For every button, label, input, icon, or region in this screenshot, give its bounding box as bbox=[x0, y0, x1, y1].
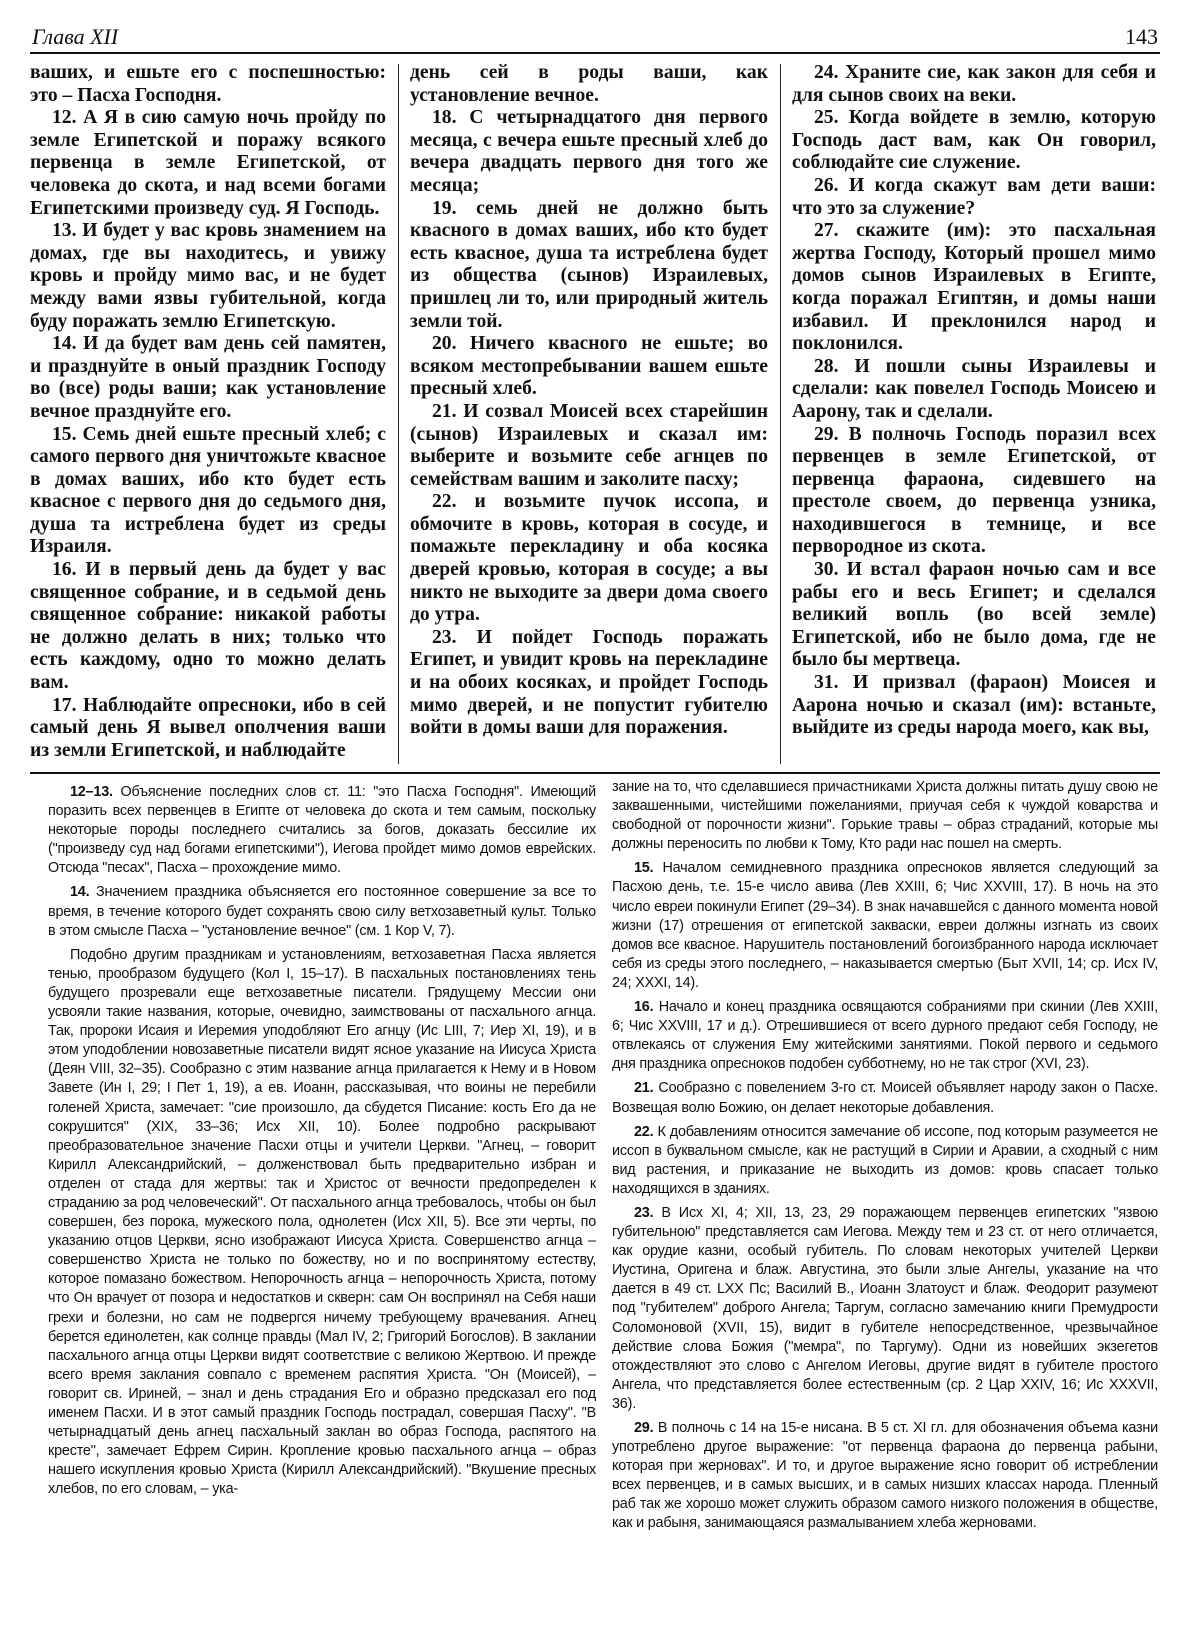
page-header bbox=[30, 24, 1160, 54]
verse: 29. В полночь Господь поразил всех первенцев в земле Египетской, от первенца фараона, сидевшего на престоле своем, до первенца узника, находившегося в темнице, и все первородное из скота. bbox=[792, 423, 1156, 558]
commentary-paragraph bbox=[612, 778, 1158, 854]
verse: 24. Храните сие, как закон для себя и для сынов своих на веки. bbox=[792, 62, 1156, 106]
commentary-text: В Исх XI, 4; XII, 13, 23, 29 поражающем первенцев египетских "язвою губительною" представляется сам Иегова. Между тем и 23 ст. от него отличается, как орудие казни, особый губитель. По словам некоторых учителей Церкви Иустина, Оригена и блаж. Августина, это были злые Ангелы, указание на что дается в 49 ст. LXX Пс; Василий В., Иоанн Златоуст и блаж. Феодорит разумеют под "губителем" доброго Ангела; Таргум, согласно замечанию книги Премудрости Соломоновой (XVII, 15), видит в губителе непосредственное, чрезвычайное действие слова Божия ("мемра", по Таргуму). Одни из новейших экзегетов отождествляют это слово с Ангелом Иеговы, другие видят в губителе простого Ангела, что представляется более естественным (ср. 2 Цар XXIV, 16; Ис XXXVII, 36). bbox=[612, 1204, 1158, 1412]
verse-ref: 12–13. bbox=[70, 784, 113, 800]
verse-ref: 16. bbox=[634, 999, 654, 1016]
commentary-column-1 bbox=[48, 778, 596, 1628]
commentary-text: К добавлениям относится замечание об иссопе, под которым разумеется не иссоп в буквальном смысле, как не растущий в Сирии и Аравии, а сходный с ним вид растения, и приказание не выходить из домов: кровь спасает только находящихся в зданиях. bbox=[612, 1123, 1158, 1197]
scripture-column-1 bbox=[30, 62, 386, 764]
verse: 27. скажите (им): это пасхальная жертва Господу, Который прошел мимо домов сынов Израилевых в Египте, когда поражал Египтян, и домы наши избавил. И преклонился народ и поклонился. bbox=[792, 220, 1156, 355]
commentary-text: Сообразно с повелением 3-го ст. Моисей объявляет народу закон о Пасхе. Возвещая волю Божию, он делает некоторые добавления. bbox=[612, 1080, 1158, 1116]
page-number: 143 bbox=[1125, 24, 1158, 49]
verse: 26. И когда скажут вам дети ваши: что это за служение? bbox=[792, 174, 1156, 219]
verse: 17. Наблюдайте опресноки, ибо в сей самый день Я вывел ополчения ваши из земли Египетской, и наблюдайте bbox=[30, 694, 386, 761]
column-divider bbox=[398, 64, 399, 764]
commentary-paragraph bbox=[612, 1204, 1158, 1414]
verse: 19. семь дней не должно быть квасного в домах ваших, ибо кто будет есть квасное, душа та истреблена будет из общества (сынов) Израилевых, пришлец ли то, или природный житель земли той. bbox=[410, 197, 768, 332]
verse-ref: 15. bbox=[634, 860, 654, 877]
verse: 13. И будет у вас кровь знамением на домах, где вы находитесь, и увижу кровь и пройду мимо вас, и не будет между вами язвы губительной, когда буду поражать землю Египетскую. bbox=[30, 220, 386, 332]
commentary-paragraph bbox=[48, 883, 596, 940]
commentary-text: Объяснение последних слов ст. 11: "это Пасха Господня". Имеющий поразить всех первенцев в Египте от человека до скота и тем самым, поскольку некоторые породы последнего считались за богов, доказать бессилие их ("произведу суд над богами египетскими"), Иегова пройдет мимо домов еврейских. Отсюда "песах", Пасха – прохождение мимо. bbox=[48, 784, 596, 877]
verse-ref: 23. bbox=[634, 1204, 654, 1221]
commentary-paragraph bbox=[48, 783, 596, 878]
verse: 14. И да будет вам день сей памятен, и празднуйте в оный праздник Господу во (все) роды ваши; как установление вечное празднуйте его. bbox=[30, 333, 386, 422]
verse-ref: 14. bbox=[70, 884, 90, 901]
verse-ref: 21. bbox=[634, 1080, 654, 1097]
section-divider bbox=[30, 772, 1160, 774]
verse: 15. Семь дней ешьте пресный хлеб; с самого первого дня уничтожьте квасное в домах ваших, ибо кто будет есть квасное с первого дня до седьмого дня, душа та истреблена будет из среды Израиля. bbox=[30, 423, 386, 558]
commentary-column-2 bbox=[612, 778, 1158, 1628]
verse: 25. Когда войдете в землю, которую Господь даст вам, как Он говорил, соблюдайте сие служение. bbox=[792, 107, 1156, 174]
scripture-column-3 bbox=[792, 62, 1156, 764]
verse: 16. И в первый день да будет у вас священное собрание, и в седьмой день священное собрание: никакой работы не должно делать в них; только что есть каждому, одно то можно делать вам. bbox=[30, 559, 386, 694]
scripture-text bbox=[30, 62, 1160, 764]
column-divider bbox=[780, 64, 781, 764]
chapter-title: Глава XII bbox=[32, 24, 119, 49]
verse: 21. И созвал Моисей всех старейшин (сынов) Израилевых и сказал им: выберите и возьмите себе агнцев по семействам вашим и заколите пасху; bbox=[410, 400, 768, 490]
commentary-text: Началом семидневного праздника опресноков является следующий за Пасхою день, т.е. 15-е число авива (Лев XXIII, 6; Чис XXVIII, 17). В ночь на это число евреи покинули Египет (29–34). В знак начавшейся с данного момента новой жизни (17) отрешения от египетской закваски, евреи должны изгнать из своих домов все квасное. Нарушитель постановлений богоизбранного народа исключает себя из среды этого последнего, – наказывается смертью (Быт XVII, 14; ср. Исх IV, 24; XXXI, 14). bbox=[612, 860, 1158, 991]
verse: ваших, и ешьте его с поспешностью: это – Пасха Господня. bbox=[30, 62, 386, 106]
commentary-text: Значением праздника объясняется его постоянное совершение за все то время, в течение которого будет сохранять свою силу ветхозаветный культ. Только в этом смысле Пасха – "установление вечное" (см. 1 Кор V, 7). bbox=[48, 884, 596, 939]
commentary-text: зание на то, что сделавшиеся причастниками Христа должны питать душу свою не заквашенными, чистейшими пожеланиями, приучая себя к чуждой коварства и свободной от порочности жизни". Горькие травы – образ страданий, которые мы должны переносить по любви к Тому, Кто ради нас пошел на смерть. bbox=[612, 779, 1158, 853]
verse: 28. И пошли сыны Израилевы и сделали: как повелел Господь Моисею и Аарону, так и сделали. bbox=[792, 355, 1156, 422]
commentary-paragraph bbox=[612, 1123, 1158, 1199]
commentary-paragraph bbox=[612, 1419, 1158, 1534]
commentary-paragraph bbox=[48, 946, 596, 1500]
verse: день сей в роды ваши, как установление вечное. bbox=[410, 62, 768, 106]
commentary-text: Подобно другим праздникам и установлениям, ветхозаветная Пасха является тенью, прообразом будущего (Кол I, 15–17). В пасхальных постановлениях тень будущего прозревали еще ветхозаветные писатели. Грядущему Мессии они усвояли такие названия, которые, очевидно, заимствованы от пасхального агнца. Так, пророки Исаия и Иеремия уподобляют Его агнцу (Ис LIII, 7; Иер XI, 19), и в этом уподоблении новозаветные писатели видят ясное указание на Иисуса Христа (Деян VIII, 32–35). Сообразно с этим название агнца прилагается к Нему и в Новом Завете (Ин I, 29; I Пет 1, 19), а ев. Иоанн, рассказывая, что воины не перебили голеней Христа, замечает: "сие произошло, да сбудется Писание: кость Его да не сокрушится" (XIX, 33–36; Исх XII, 10). Более подробно раскрывают преобразовательное значение Пасхи отцы и учители Церкви. "Агнец, – говорит Кирилл Александрийский, – долженствовал быть предварительно избран и отделен от стада для жертвы: так и Христос от вечности предопределен к страданию за род человеческий". От пасхального агнца требовалось, чтобы он был совершен, без порока, мужеского пола, однолетен (Исх XII, 5). Все эти черты, по указанию отцов Церкви, ясно изображают Иисуса Христа. Совершенство агнца – совершенство Христа не только по божеству, но и по воспринятому естеству, которое помазано божеством. Непорочность агнца – непорочность Христа, потому что Он врачует от позора и недостатков и скверн: сам Он воспринял на Себя наши грехи и болезни, но сам не подвергся ничему требующему врачевания. Агнец берется единолетен, как солнце правды (Мал IV, 2; Григорий Богослов). В заклании пасхального агнца отцы Церкви видят соответствие с великою Жертвою. И прежде всего время заклания совпало с временем распятия Христа. "Он (Моисей), – говорит св. Ириней, – знал и день страдания Его и образно предсказал его под именем Пасхи. И в этот самый праздник Господь пострадал, совершая Пасху". "В четырнадцатый день агнец пасхальный заклан во образ Господа, распятого на кресте", замечает Ефрем Сирин. Кропление кровью пасхального агнца – образ нашего искупления кровью Христа (Кирилл Александрийский). "Вкушение пресных хлебов, по его словам, – ука- bbox=[48, 946, 596, 1498]
commentary-text: В полночь с 14 на 15-е нисана. В 5 ст. XI гл. для обозначения объема казни употреблено другое выражение: "от первенца фараона до первенца рабыни, которая при жерновах". И то, и другое выражение ясно говорит об истреблении всех первенцев, и в самых высших, и в самых низших классах народа. Пленный раб так же хорошо может служить образом самого низкого положения в обществе, как и рабыня, занимающаяся размалыванием хлеба жерновами. bbox=[612, 1420, 1158, 1532]
verse: 20. Ничего квасного не ешьте; во всяком местопребывании вашем ешьте пресный хлеб. bbox=[410, 333, 768, 400]
verse: 30. И встал фараон ночью сам и все рабы его и весь Египет; и сделался великий вопль (во всей земле) Египетской, ибо не было дома, где не было бы мертвеца. bbox=[792, 559, 1156, 671]
commentary-paragraph bbox=[612, 1079, 1158, 1117]
verse: 22. и возьмите пучок иссопа, и обмочите в кровь, которая в сосуде, и помажьте перекладину и оба косяка дверей кровью, которая в сосуде; а вы никто не выходите за двери дома своего до утра. bbox=[410, 491, 768, 626]
verse: 23. И пойдет Господь поражать Египет, и увидит кровь на перекладине и на обоих косяках, и пройдет Господь мимо дверей, и не попустит губителю войти в домы ваши для поражения. bbox=[410, 626, 768, 739]
scripture-column-2 bbox=[410, 62, 768, 764]
verse: 18. С четырнадцатого дня первого месяца, с вечера ешьте пресный хлеб до вечера двадцать первого дня того же месяца; bbox=[410, 107, 768, 196]
verse-ref: 22. bbox=[634, 1123, 654, 1140]
verse-ref: 29. bbox=[634, 1420, 654, 1436]
commentary-paragraph bbox=[612, 859, 1158, 993]
verse: 12. А Я в сию самую ночь пройду по земле Египетской и поражу всякого первенца в земле Египетской, от человека до скота, и над всеми богами Египетскими произведу суд. Я Господь. bbox=[30, 107, 386, 219]
commentary-paragraph bbox=[612, 998, 1158, 1074]
verse: 31. И призвал (фараон) Моисея и Аарона ночью и сказал (им): встаньте, выйдите из среды народа моего, как вы, bbox=[792, 672, 1156, 739]
commentary-text: Начало и конец праздника освящаются собраниями при скинии (Лев XXIII, 6; Чис XXVIII, 17 и д.). Отрешившиеся от всего дурного предают себя Господу, не отвлекаясь от служения Ему житейскими занятиями. Покой первого и седьмого дня праздника опресноков подобен субботнему, но не так строг (XVI, 23). bbox=[612, 999, 1158, 1073]
